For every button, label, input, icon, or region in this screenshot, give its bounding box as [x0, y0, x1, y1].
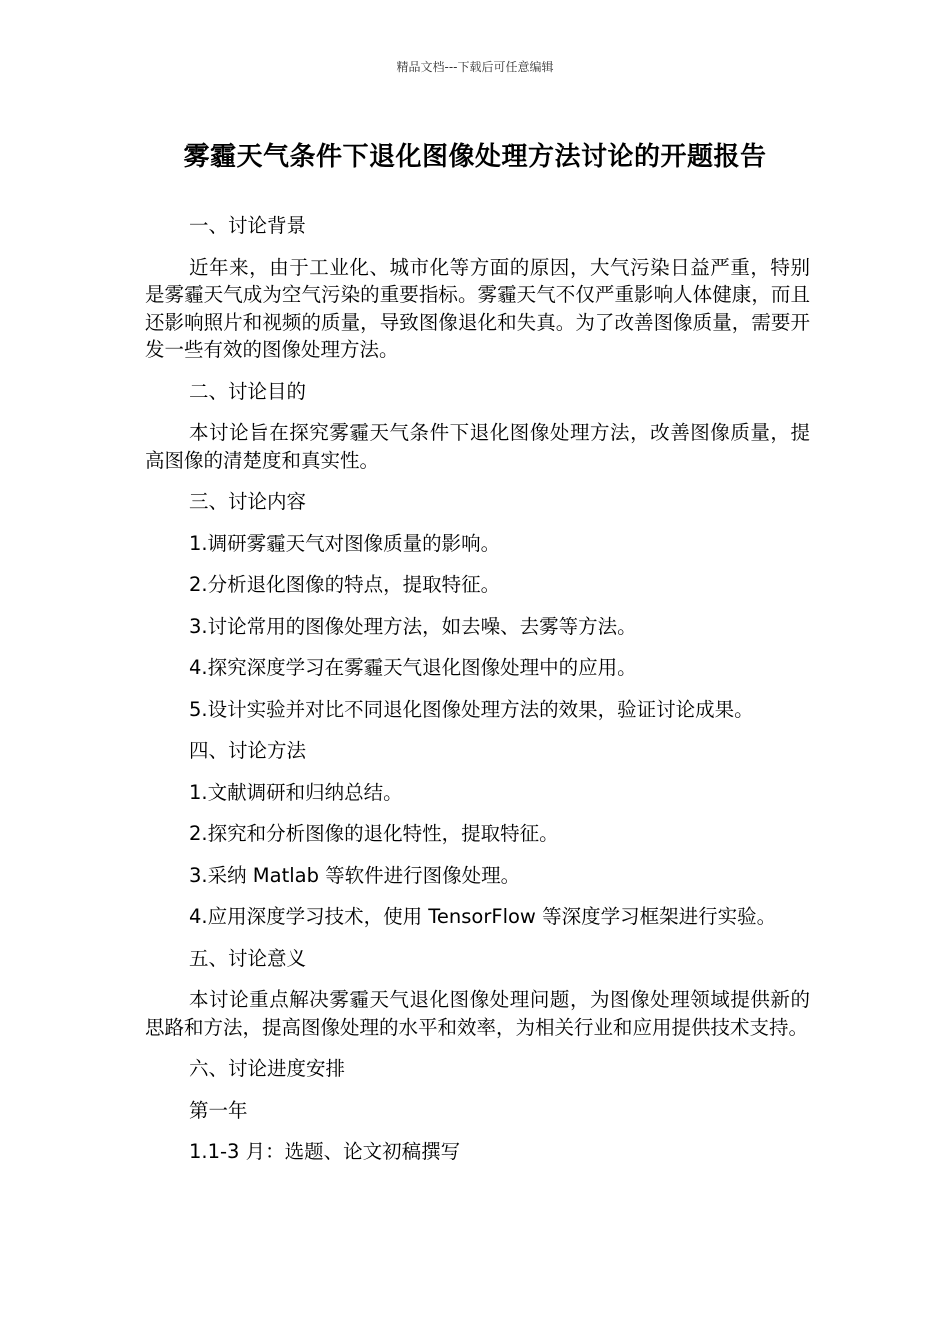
list-item-method-1: 1.文献调研和归纳总结。: [189, 780, 403, 804]
list-item-content-4: 4.探究深度学习在雾霾天气退化图像处理中的应用。: [189, 656, 637, 679]
document-title: 雾霾天气条件下退化图像处理方法讨论的开题报告: [183, 142, 767, 172]
list-item-content-3: 3.讨论常用的图像处理方法，如去噪、去雾等方法。: [189, 614, 637, 638]
list-item-content-5: 5.设计实验并对比不同退化图像处理方法的效果，验证讨论成果。: [189, 697, 754, 721]
section-heading-method: 四、讨论方法: [189, 739, 307, 762]
list-item-content-2: 2.分析退化图像的特点，提取特征。: [189, 573, 501, 596]
list-item-content-1: 1.调研雾霾天气对图像质量的影响。: [189, 531, 501, 555]
list-item-method-3: 3.采纳 Matlab 等软件进行图像处理。: [189, 863, 521, 887]
list-item-method-2: 2.探究和分析图像的退化特性，提取特征。: [189, 822, 559, 845]
section-heading-schedule: 六、讨论进度安排: [189, 1057, 346, 1080]
section-heading-background: 一、讨论背景: [189, 214, 307, 237]
schedule-year-label: 第一年: [189, 1098, 248, 1122]
section-heading-significance: 五、讨论意义: [189, 946, 307, 970]
section-heading-content: 三、讨论内容: [189, 490, 307, 513]
schedule-item-1: 1.1-3 月：选题、论文初稿撰写: [189, 1140, 461, 1163]
paragraph-purpose: 本讨论旨在探究雾霾天气条件下退化图像处理方法，改善图像质量，提高图像的清楚度和真实性。: [145, 421, 810, 472]
paragraph-significance: 本讨论重点解决雾霾天气退化图像处理问题，为图像处理领域提供新的思路和方法，提高图像处理的水平和效率，为相关行业和应用提供技术支持。: [145, 988, 810, 1039]
section-heading-purpose: 二、讨论目的: [189, 379, 307, 403]
paragraph-background: 近年来，由于工业化、城市化等方面的原因，大气污染日益严重，特别是雾霾天气成为空气污染的重要指标。雾霾天气不仅严重影响人体健康，而且还影响照片和视频的质量，导致图像退化和失真。为了改善图像质量，需要开发一些有效的图像处理方法。: [145, 255, 810, 361]
list-item-method-4: 4.应用深度学习技术，使用 TensorFlow 等深度学习框架进行实验。: [189, 905, 777, 928]
header-note: 精品文档---下载后可任意编辑: [396, 60, 554, 74]
document-body: [145, 212, 810, 1180]
